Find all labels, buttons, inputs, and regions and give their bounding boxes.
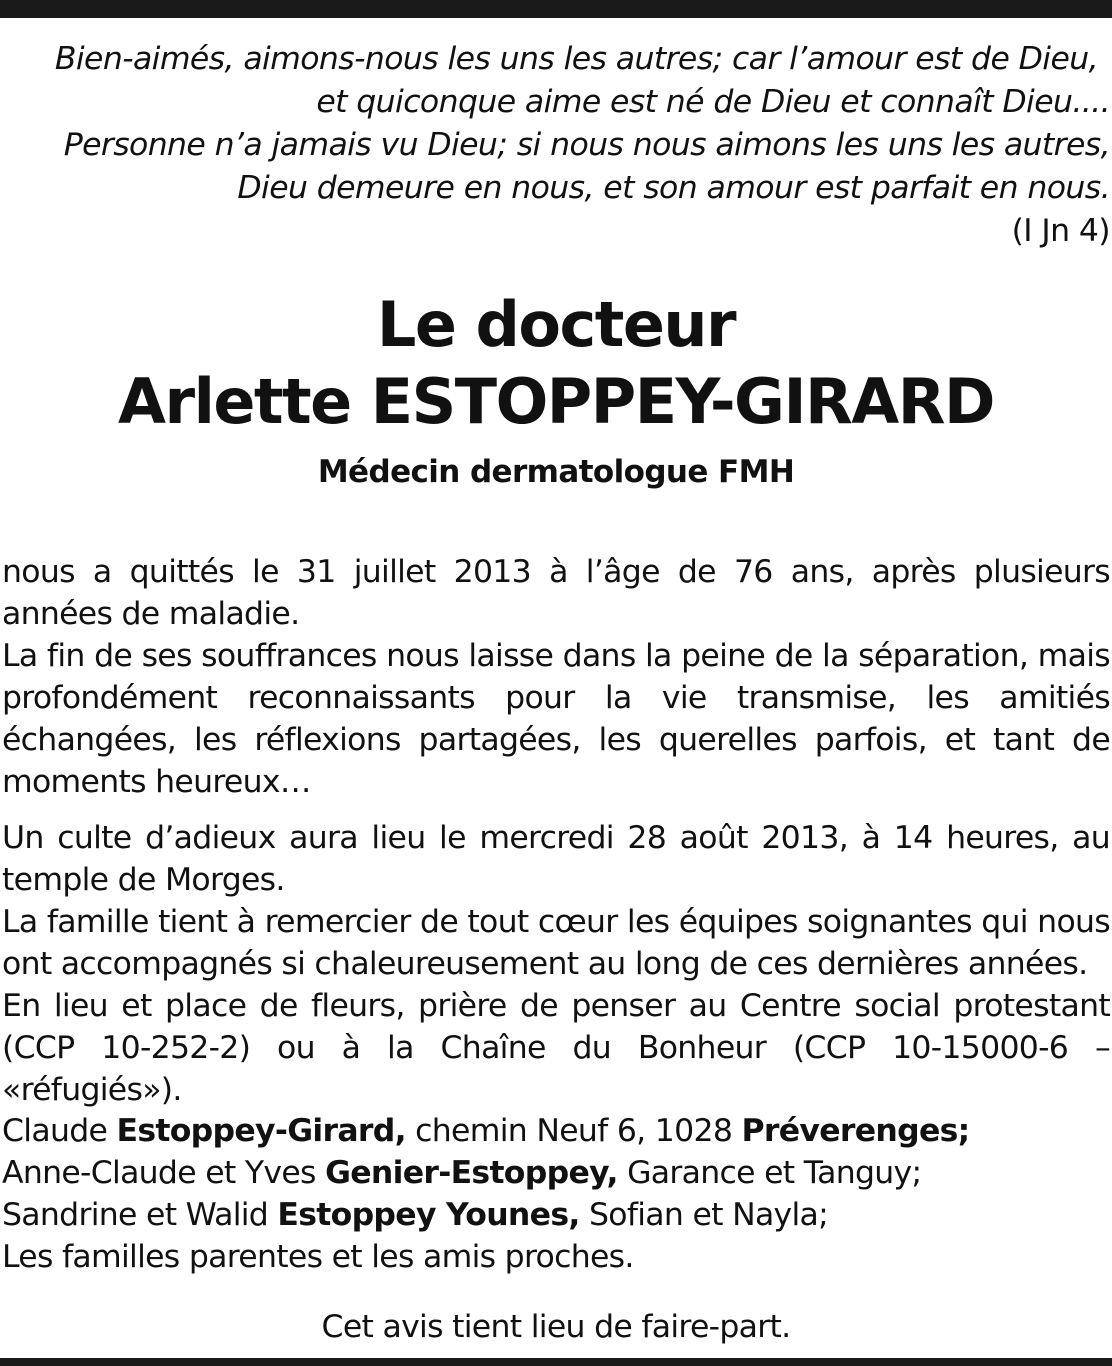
family-line-4: Les familles parentes et les amis proches. bbox=[2, 1239, 634, 1275]
notice-body bbox=[2, 551, 1110, 1111]
bottom-rule bbox=[0, 1358, 1112, 1366]
paragraph-thanks: La famille tient à remercier de tout cœur les équipes soignantes qui nous ont accompagnés si chaleureusement au long de ces dernières années. bbox=[2, 904, 1110, 982]
top-rule bbox=[0, 0, 1112, 18]
verse-reference: (I Jn 4) bbox=[1011, 213, 1110, 249]
paragraph-death: nous a quittés le 31 juillet 2013 à l’âge de 76 ans, après plusieurs années de maladie. bbox=[2, 554, 1110, 632]
verse-line-1: Bien-aimés, aimons-nous les uns les autres; car l’amour est de Dieu, bbox=[54, 41, 1098, 77]
profession-subtitle: Médecin dermatologue FMH bbox=[317, 454, 795, 490]
paragraph-gratitude: La fin de ses souffrances nous laisse dans la peine de la séparation, mais profondément reconnaissants pour la vie transmise, les amitiés échangées, les réflexions partagées, les querelles parfois, et tant de moments heureux… bbox=[2, 638, 1110, 800]
bible-verse bbox=[0, 38, 1110, 253]
verse-line-4: Dieu demeure en nous, et son amour est parfait en nous. bbox=[237, 170, 1110, 206]
family-line-2: Anne-Claude et Yves Genier-Estoppey, Garance et Tanguy; bbox=[2, 1155, 922, 1191]
deceased-name-heading bbox=[0, 286, 1112, 440]
paragraph-donations: En lieu et place de fleurs, prière de penser au Centre social protestant (CCP 10-252-2) ou à la Chaîne du Bonheur (CCP 10-15000-6 – «réfugiés»). bbox=[2, 988, 1110, 1108]
title-line-1: Le docteur bbox=[376, 288, 736, 361]
paragraph-service: Un culte d’adieux aura lieu le mercredi 28 août 2013, à 14 heures, au temple de Morges. bbox=[2, 820, 1110, 898]
family-line-1: Claude Estoppey-Girard, chemin Neuf 6, 1028 Préverenges; bbox=[2, 1113, 970, 1149]
family-list bbox=[2, 1110, 1110, 1278]
title-line-2: Arlette ESTOPPEY-GIRARD bbox=[118, 365, 994, 438]
family-line-3: Sandrine et Walid Estoppey Younes, Sofian et Nayla; bbox=[2, 1197, 829, 1233]
verse-line-3: Personne n’a jamais vu Dieu; si nous nous aimons les uns les autres, bbox=[63, 127, 1110, 163]
verse-line-2: et quiconque aime est né de Dieu et connaît Dieu.... bbox=[316, 84, 1110, 120]
closing-note: Cet avis tient lieu de faire-part. bbox=[321, 1309, 791, 1345]
